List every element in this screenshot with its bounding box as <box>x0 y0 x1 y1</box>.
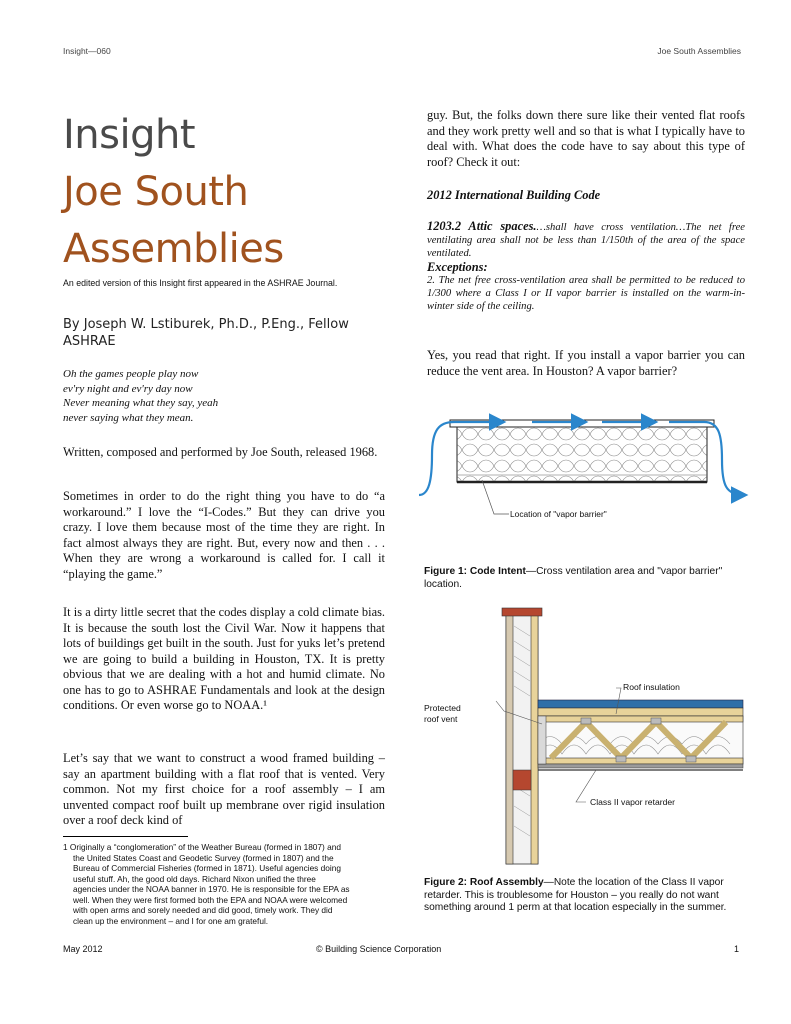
lyric-line: ev'ry night and ev'ry day now <box>63 382 193 395</box>
code-section-title: 1203.2 Attic spaces. <box>427 219 537 233</box>
figure2-caption-text: —Note the location of the Class II vapor retarder. This is troublesome for Houston – you really do not want something around 1 perm at that location especially in the summer. <box>424 877 727 913</box>
footnote-line: Bureau of Commercial Fisheries (formed in 1871). Useful agencies doing <box>73 863 341 873</box>
figure2-label-protected: Protected <box>424 703 461 713</box>
footer-date: May 2012 <box>63 944 103 954</box>
paragraph-vapor-barrier: Yes, you read that right. If you install a vapor barrier you can reduce the vent area. In Houston? A vapor barrier? <box>427 348 745 378</box>
figure1-caption-title: Figure 1: Code Intent <box>424 566 526 577</box>
figure1-caption-text: —Cross ventilation area and "vapor barrier" location. <box>424 566 723 590</box>
footnote-line: 1 Originally a “conglomeration” of the Weather Bureau (formed in 1807) and <box>63 842 341 852</box>
airflow-in-arrow <box>419 422 454 495</box>
footnote-line: useful stuff. Ah, the good old days. Richard Nixon unified the three <box>73 873 316 884</box>
lyric-line: never saying what they mean. <box>63 411 194 424</box>
figure2-label-roof-insulation: Roof insulation <box>623 682 680 692</box>
figure1-label-vapor-barrier: Location of "vapor barrier" <box>510 509 607 519</box>
title-joe-south: Joe South <box>63 169 249 215</box>
title-assemblies: Assemblies <box>63 226 284 272</box>
footer-page-number: 1 <box>734 944 740 954</box>
footnote-line: well. When they were first formed both the EPA and NOAA were welcomed <box>73 894 348 905</box>
footer-copyright: © Building Science Corporation <box>316 944 442 954</box>
code-section-text: …shall have cross ventilation…The net free ventilating area shall not be less than 1/150th of the area of the space ventilated. <box>427 222 745 259</box>
figure2-label-roof-vent: roof vent <box>424 714 458 724</box>
exception-text: 2. The net free cross-ventilation area shall be permitted to be reduced to 1/300 where a Class I or II vapor barrier is installed on the warm-in-winter side of the ceiling. <box>427 275 745 312</box>
code-heading: 2012 International Building Code <box>427 188 601 202</box>
byline: By Joseph W. Lstiburek, Ph.D., P.Eng., Fellow ASHRAE <box>63 317 349 349</box>
title-insight: Insight <box>63 112 196 158</box>
paragraph-credit: Written, composed and performed by Joe South, released 1968. <box>63 445 378 459</box>
lyrics <box>63 367 363 425</box>
exceptions-label: Exceptions: <box>427 260 488 274</box>
figure2-caption-title: Figure 2: Roof Assembly <box>424 877 544 888</box>
page-header-right: Joe South Assemblies <box>657 46 741 56</box>
footnote <box>63 842 393 926</box>
figure2-label-vapor-retarder: Class II vapor retarder <box>590 797 676 807</box>
footnote-line: with open arms and sorely needed and did good, timely work. They did <box>73 905 333 915</box>
lyric-line: Oh the games people play now <box>63 368 199 380</box>
footnote-line: the United States Coast and Geodetic Survey (formed in 1807) and the <box>73 852 334 863</box>
edited-note: An edited version of this Insight first appeared in the ASHRAE Journal. <box>63 278 338 288</box>
paragraph-cold-climate-bias: It is a dirty little secret that the codes display a cold climate bias. It is because the south lost the Civil War. Now it happens that lots of buildings get built in the south. Just for yuks let’s pretend we are going to build a building in Houston, TX. It is pretty obvious that we are dealing with a hot and humid climate. No one has to go to ASHRAE Fundamentals and look at the design conditions. Or even worse go to NOAA.¹ <box>63 605 385 712</box>
lyric-line: Never meaning what they say, yeah <box>63 397 219 409</box>
footnote-rule <box>63 836 188 837</box>
code-excerpt <box>427 220 745 313</box>
figure1-caption <box>424 566 746 591</box>
paragraph-workaround: Sometimes in order to do the right thing you have to do “a workaround.” I love the “I-Codes.” But they can drive you crazy. I love them because most of the time they are right. In fact almost always they are right. But, every now and then . . . When they are wrong a workaround is called for. I call it “playing the game.” <box>63 489 385 581</box>
paragraph-wood-framed: Let’s say that we want to construct a wood framed building – say an apartment building with a flat roof that is vented. Very common. Not my first choice for a roof assembly – I am unvented compact roof built up membrane over rigid insulation over a roof deck kind of <box>63 751 385 827</box>
figure1-diagram <box>414 410 754 525</box>
figure2-diagram <box>476 606 746 868</box>
paragraph-vented-roofs: guy. But, the folks down there sure like their vented flat roofs and they work pretty well and so that is what I typically have to deal with. What does the code have to say about this type of roof? Check it out: <box>427 108 745 169</box>
page-header-left: Insight—060 <box>63 46 111 56</box>
footnote-line: agencies under the NOAA banner in 1970. He is responsible for the EPA as <box>73 884 350 894</box>
figure2-caption <box>424 877 746 915</box>
footnote-line: clean up the environment – and I for one am grateful. <box>73 915 269 926</box>
